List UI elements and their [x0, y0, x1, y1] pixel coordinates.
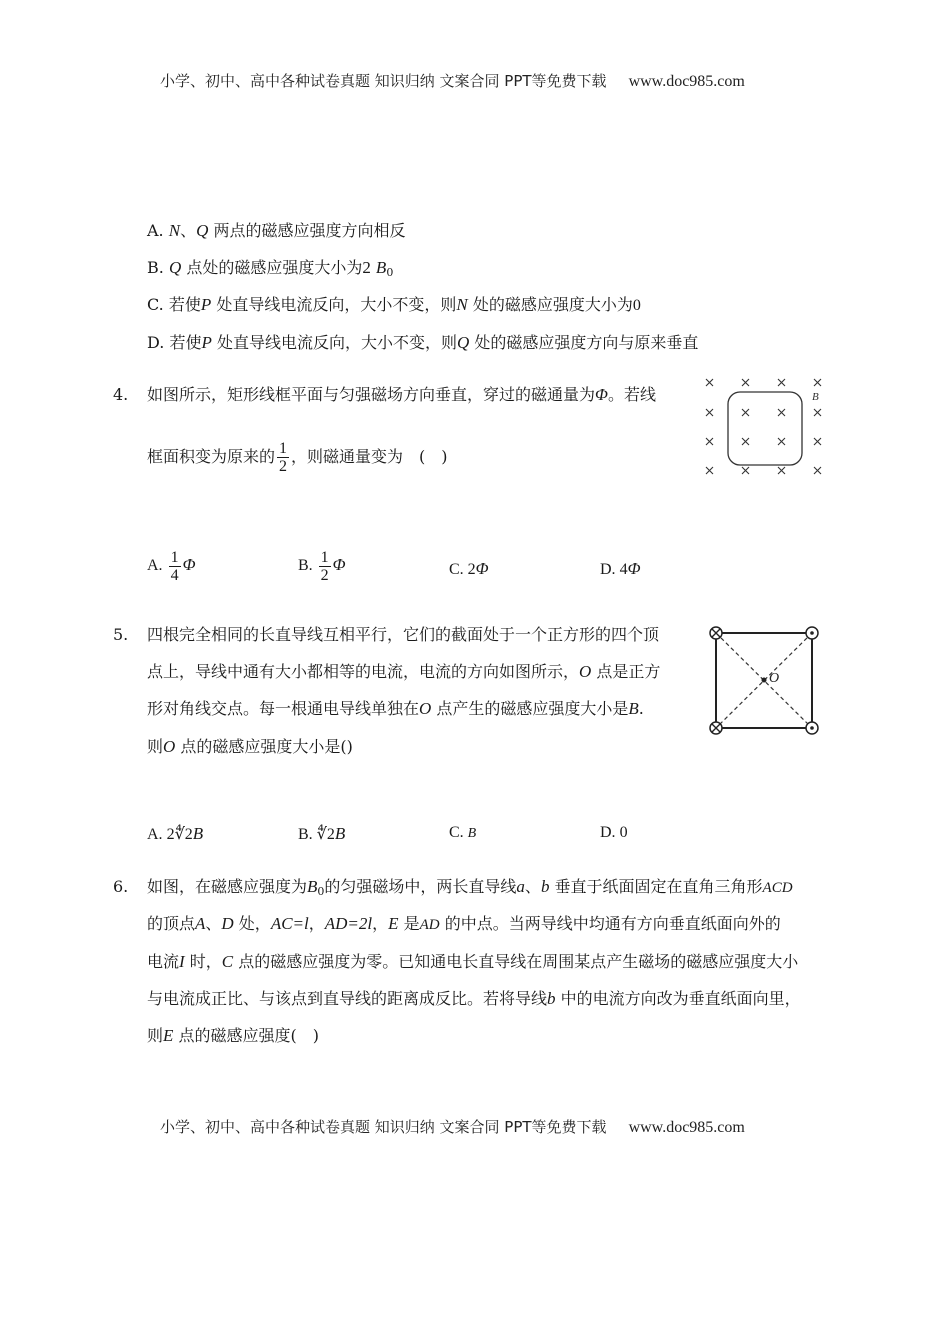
q4-option-d: D. 4Φ: [600, 559, 641, 578]
q6-line4: 与电流成正比、与该点到直导线的距离成反比。若将导线b 中的电流方向改为垂直纸面向里，: [147, 989, 801, 1008]
q5-line2: 点上，导线中通有大小都相等的电流，电流的方向如图所示，O 点是正方: [147, 662, 661, 681]
rectangular-coil: [728, 392, 802, 465]
center-point: [762, 678, 767, 683]
q5-option-c: C. B: [449, 824, 477, 841]
q3-option-c: C. 若使P 处直导线电流反向，大小不变，则N 处的磁感应强度大小为0: [147, 295, 641, 314]
q5-option-d: D. 0: [600, 824, 628, 841]
q3-option-b: B. Q 点处的磁感应强度大小为2 $B_0$: [147, 258, 394, 279]
q4-line1: 如图所示，矩形线框平面与匀强磁场方向垂直，穿过的磁通量为Φ。若线: [147, 385, 656, 404]
field-label: B: [812, 391, 819, 403]
footer-text: 小学、初中、高中各种试卷真题 知识归纳 文案合同 PPT等免费下载: [160, 1118, 607, 1136]
q3-option-a: A. N、Q 两点的磁感应强度方向相反: [147, 221, 406, 240]
q5-number: 5.: [113, 625, 129, 644]
q4-option-b: B. $\frac{1}{2}$ Φ: [298, 549, 346, 584]
q5-option-a: A. 2∜2B: [147, 824, 204, 843]
q4-option-c: C. 2Φ: [449, 559, 489, 578]
q6-line3: 电流I 时，C 点的磁感应强度为零。已知通电长直导线在周围某点产生磁场的磁感应强度大小: [147, 952, 799, 971]
q4-line2: 框面积变为原来的 $\frac{1}{2}$ ，则磁通量变为 ( ): [147, 440, 448, 475]
cross-marks: [706, 379, 821, 474]
q5-square-wires-figure: [705, 622, 825, 738]
q6-number: 6.: [113, 877, 129, 896]
center-label: O: [769, 671, 780, 686]
header-text: 小学、初中、高中各种试卷真题 知识归纳 文案合同 PPT等免费下载: [160, 72, 607, 90]
q5-line3: 形对角线交点。每一根通电导线单独在O 点产生的磁感应强度大小是B.: [147, 699, 644, 718]
page-footer: [160, 1116, 745, 1137]
wire-top-right-out-of-page: [806, 627, 818, 639]
q5-line4: 则O 点的磁感应强度大小是(): [147, 737, 353, 756]
q6-line5: 则E 点的磁感应强度( ): [147, 1026, 319, 1045]
q4-option-a: A. $\frac{1}{4}$ Φ: [147, 549, 196, 584]
q4-number: 4.: [113, 385, 129, 404]
q5-option-b: B. ∜2B: [298, 824, 346, 843]
page-header: [160, 70, 745, 91]
q3-option-d: D. 若使P 处直导线电流反向，大小不变，则Q 处的磁感应强度方向与原来垂直: [147, 333, 699, 352]
footer-url[interactable]: www.doc985.com: [628, 1119, 745, 1136]
q5-line1: 四根完全相同的长直导线互相平行，它们的截面处于一个正方形的四个顶: [147, 625, 660, 644]
wire-bottom-left-into-page: [710, 722, 722, 734]
q6-line2: 的顶点A、D 处，AC=l，AD=2l，E 是AD 的中点。当两导线中均通有方向垂直纸面向外的: [147, 914, 781, 933]
wire-bottom-right-out-of-page: [806, 722, 818, 734]
q4-magnetic-field-figure: [700, 372, 835, 482]
wire-top-left-into-page: [710, 627, 722, 639]
header-url[interactable]: www.doc985.com: [628, 73, 745, 90]
q6-line1: 如图，在磁感应强度为$B_0$的匀强磁场中，两长直导线a、b 垂直于纸面固定在直角三角形ACD: [147, 877, 793, 898]
